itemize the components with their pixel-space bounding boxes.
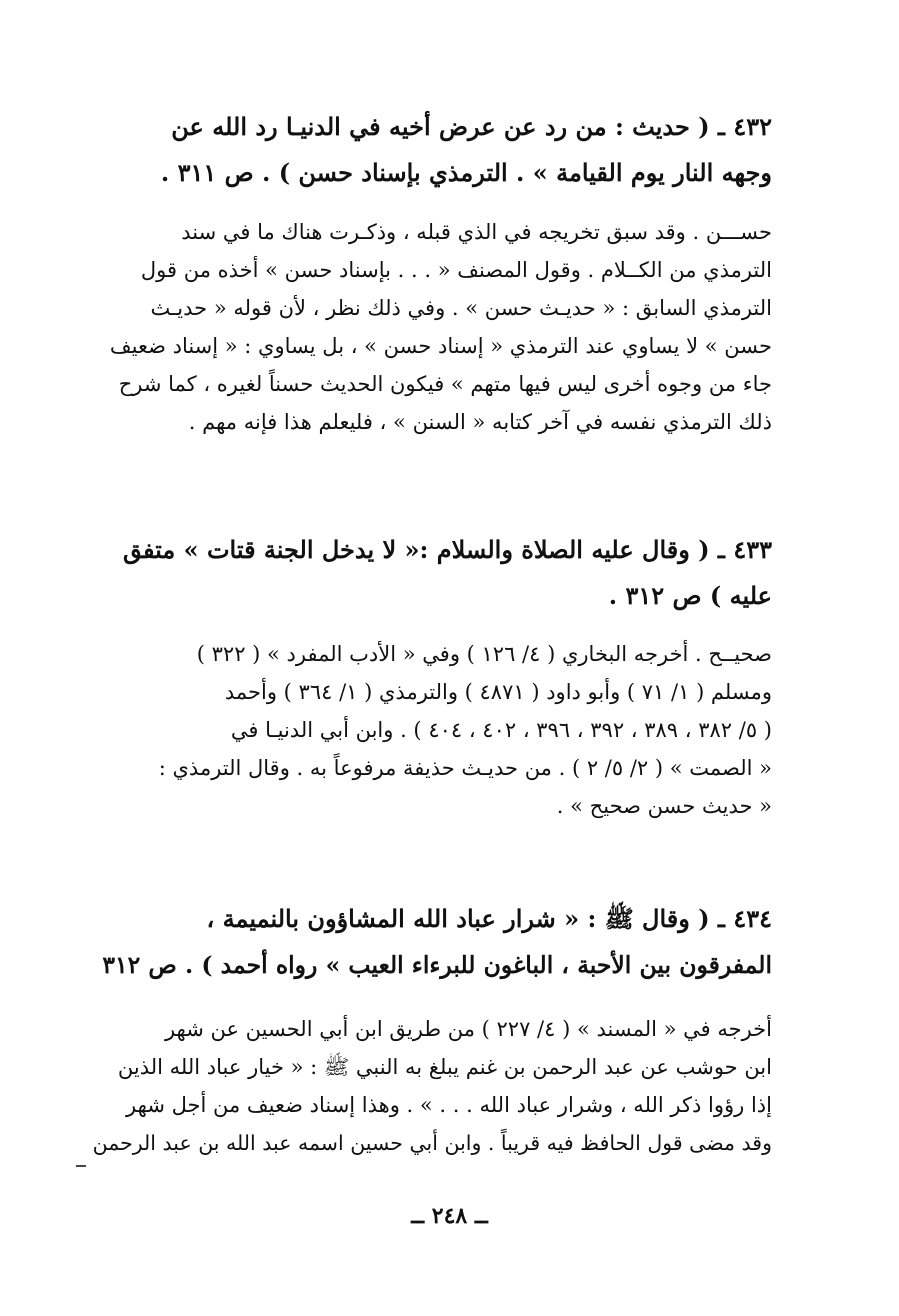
entry-434-heading — [92, 896, 772, 988]
commentary-line: الترمذي السابق : « حديـث حسن » . وفي ذلك نظر ، لأن قوله « حديـث — [150, 296, 772, 320]
commentary-line: جاء من وجوه أخرى ليس فيها متهم » فيكون الحديث حسناً لغيره ، كما شرح — [118, 372, 772, 396]
entry-433-heading — [92, 527, 772, 619]
entry-432-commentary — [92, 213, 772, 441]
commentary-line: ( ٥/ ٣٨٢ ، ٣٨٩ ، ٣٩٢ ، ٣٩٦ ، ٤٠٢ ، ٤٠٤ ) . وابن أبي الدنيـا في — [230, 718, 772, 742]
commentary-line: الترمذي من الكــلام . وقول المصنف « . . . بإسناد حسن » أخذه من قول — [140, 258, 772, 282]
heading-line: ٤٣٢ ـ ( حديث : من رد عن عرض أخيه في الدنيـا رد الله عن — [171, 112, 772, 141]
commentary-line: ابن حوشب عن عبد الرحمن بن غنم يبلغ به النبي ﷺ : « خيار عباد الله الذين — [117, 1055, 772, 1079]
commentary-line: إذا رؤوا ذكر الله ، وشرار عباد الله . . . » . وهذا إسناد ضعيف من أجل شهر — [126, 1093, 772, 1117]
commentary-line: صحيــح . أخرجه البخاري ( ٤/ ١٢٦ ) وفي « الأدب المفرد » ( ٣٢٢ ) — [196, 642, 772, 666]
heading-line: المفرقون بين الأحبة ، الباغون للبرءاء العيب » رواه أحمد ) . ص ٣١٢ — [102, 951, 772, 979]
commentary-line: ومسلم ( ١/ ٧١ ) وأبو داود ( ٤٨٧١ ) والترمذي ( ١/ ٣٦٤ ) وأحمد — [224, 680, 772, 704]
heading-line: ٤٣٣ ـ ( وقال عليه الصلاة والسلام :« لا يدخل الجنة قتات » متفق — [122, 535, 772, 564]
heading-line: عليه ) ص ٣١٢ . — [608, 581, 772, 610]
entry-432-heading — [92, 104, 772, 196]
commentary-line: وقد مضى قول الحافظ فيه قريباً . وابن أبي حسين اسمه عبد الله بن عبد الرحمن — [92, 1131, 772, 1155]
commentary-line: حسن » لا يساوي عند الترمذي « إسناد حسن » ، بل يساوي : « إسناد ضعيف — [109, 334, 772, 358]
page-number: ــ ٢٤٨ ــ — [411, 1203, 488, 1229]
commentary-line: ذلك الترمذي نفسه في آخر كتابه « السنن » ، فليعلم هذا فإنه مهم . — [188, 410, 772, 434]
heading-line: ٤٣٤ ـ ( وقال ﷺ : « شرار عباد الله المشاؤون بالنميمة ، — [206, 904, 772, 933]
margin-dash — [76, 1165, 86, 1167]
commentary-line: أخرجه في « المسند » ( ٤/ ٢٢٧ ) من طريق ابن أبي الحسين عن شهر — [164, 1017, 772, 1041]
heading-line: وجهه النار يوم القيامة » . الترمذي بإسناد حسن ) . ص ٣١١ . — [160, 158, 772, 187]
commentary-line: « حديث حسن صحيح » . — [556, 794, 772, 818]
entry-434-commentary — [92, 1010, 772, 1162]
commentary-line: « الصمت » ( ٢/ ٥/ ٢ ) . من حديـث حذيفة مرفوعاً به . وقال الترمذي : — [158, 756, 772, 780]
commentary-line: حســـن . وقد سبق تخريجه في الذي قبله ، وذكـرت هناك ما في سند — [181, 220, 772, 244]
entry-433-commentary — [92, 635, 772, 825]
